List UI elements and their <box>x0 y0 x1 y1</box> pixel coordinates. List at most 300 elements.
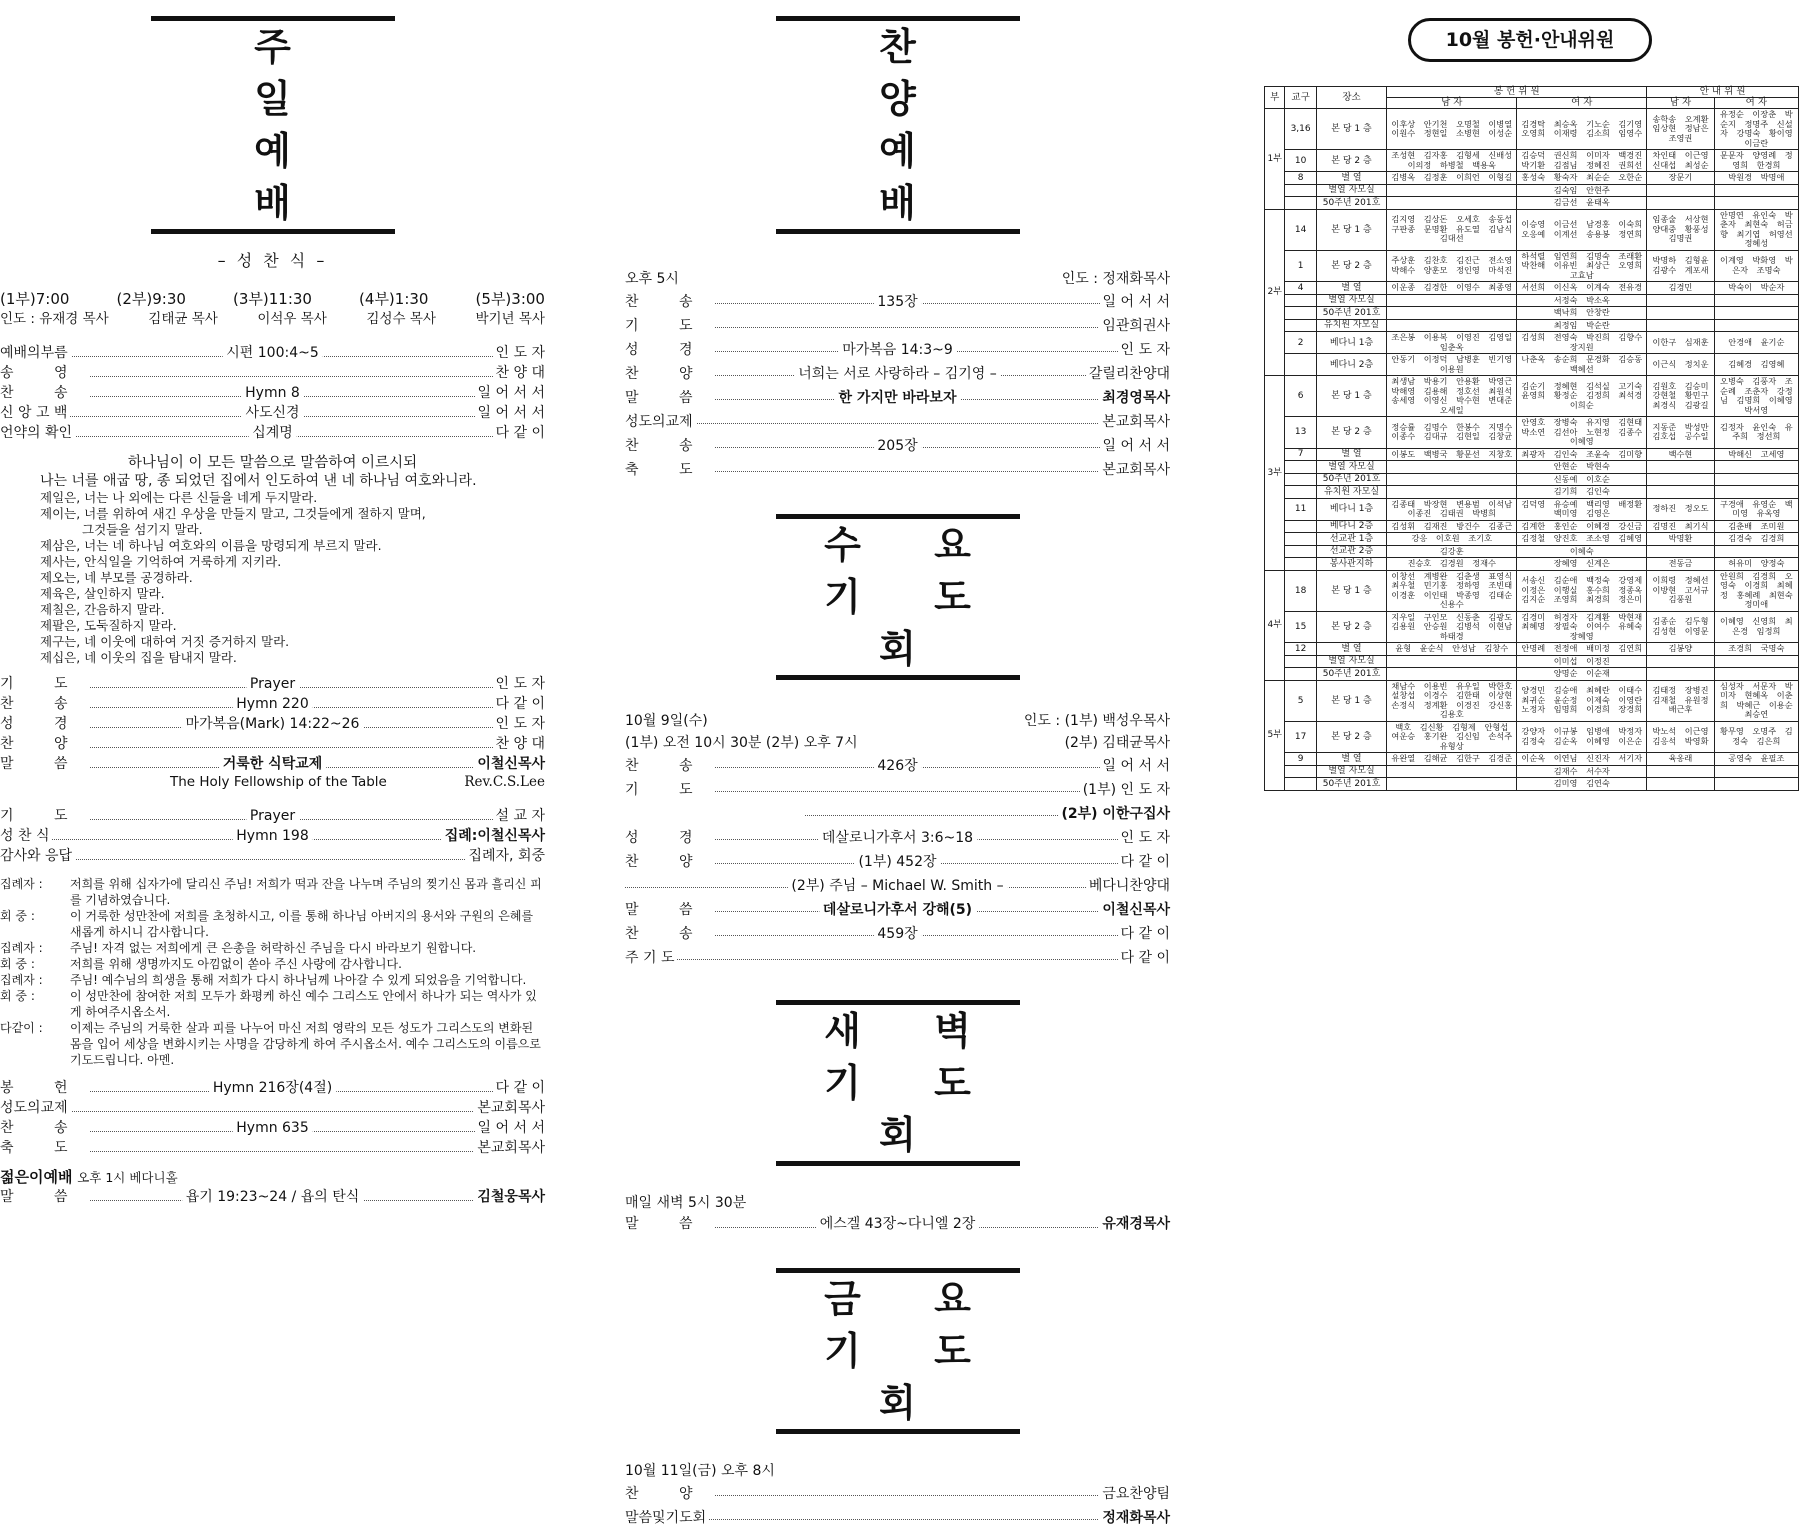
order-label: 찬 양 <box>625 1482 714 1506</box>
names-cell <box>1387 753 1517 766</box>
wednesday-time: (1부) 오전 10시 30분 (2부) 오후 7시 <box>625 735 858 751</box>
gyo-cell: 5 <box>1285 680 1316 721</box>
names-cell <box>1647 319 1714 332</box>
gyo-cell <box>1285 558 1316 571</box>
service-time: (1부)7:00 <box>0 290 70 308</box>
names-cell <box>1387 765 1517 778</box>
place-cell: 별열 자모실 <box>1316 184 1387 197</box>
names-cell <box>1714 448 1798 461</box>
names-cell <box>1387 520 1517 533</box>
gyo-cell: 9 <box>1285 753 1316 766</box>
names-grid: 이봉도 백병국 황문선 지창호 <box>1391 448 1513 459</box>
schedule-row <box>1265 332 1799 354</box>
place-cell: 50주년 201호 <box>1316 197 1387 210</box>
service-leader: 김성수 목사 <box>366 311 436 327</box>
names-grid: 안명례 전정애 배미정 김연희 <box>1521 643 1643 653</box>
dawn-title: 새 벽 기 도 회 <box>824 1009 1001 1157</box>
names-cell <box>1647 778 1714 791</box>
wednesday-order <box>625 754 1170 970</box>
col-offering-female: 여 자 <box>1517 98 1647 109</box>
names-cell <box>1387 655 1517 668</box>
gyo-cell <box>1285 461 1316 474</box>
order-label: 찬 송 <box>0 694 89 714</box>
order-person: 일 어 서 서 <box>475 383 545 403</box>
place-cell: 베다니 1층 <box>1316 498 1387 520</box>
names-grid: 안명연 유인숙 박춘자 최현숙 허금향 최기엽 허영선 정혜성 <box>1720 209 1793 248</box>
wednesday-time-line <box>625 732 1170 754</box>
order-item: (1부) 452장 <box>854 850 940 874</box>
names-grid: 구경애 유영순 백미영 유옥영 <box>1720 498 1793 518</box>
service-times <box>0 289 545 309</box>
names-cell <box>1714 209 1798 250</box>
order-label: 축 도 <box>0 1138 89 1158</box>
names-cell <box>1714 486 1798 499</box>
names-cell <box>1517 448 1647 461</box>
order-person: (2부) 이한구집사 <box>1058 802 1170 826</box>
order-label: 말 씀 <box>625 386 714 410</box>
gyo-cell <box>1285 294 1316 307</box>
service-leader: 김태균 목사 <box>148 311 218 327</box>
litany-text: 저희를 위해 십자가에 달리신 주님! 저희가 떡과 잔을 나누며 주님의 찢기신 몸과 흘리신 피를 기념하였습니다. <box>70 877 542 907</box>
names-grid: 장문기 <box>1668 172 1693 182</box>
order-person: 찬 양 대 <box>493 734 545 754</box>
place-cell: 본 당 1 층 <box>1316 680 1387 721</box>
order-item: 사도신경 <box>241 403 303 423</box>
place-cell: 본 당 1 층 <box>1316 570 1387 611</box>
names-grid: 김종순 김두형 김성현 이영문 <box>1652 616 1709 636</box>
names-grid: 안현순 박현숙 <box>1553 461 1610 471</box>
names-cell <box>1714 150 1798 172</box>
commandment: 제육은, 살인하지 말라. <box>40 586 165 601</box>
order-person: 다 같 이 <box>493 423 545 443</box>
commandment-intro: 하나님이 이 모든 말씀으로 말씀하여 이르시되 <box>127 455 418 471</box>
service-time: (5부)3:00 <box>475 290 545 308</box>
schedule-row <box>1265 778 1799 791</box>
gyo-cell <box>1285 197 1316 210</box>
names-cell <box>1714 570 1798 611</box>
names-grid: 양경민 김승애 최혜란 이태수 최귀순 윤순정 이제숙 이영란 노정자 임명희 이경희 장경희 <box>1521 685 1643 715</box>
names-cell <box>1517 753 1647 766</box>
names-cell <box>1517 109 1647 150</box>
gyo-cell: 13 <box>1285 417 1316 449</box>
names-cell <box>1647 282 1714 295</box>
order-person: 다 같 이 <box>1118 922 1170 946</box>
names-grid: 장혜영 신계은 <box>1553 558 1610 568</box>
order-line <box>0 754 545 774</box>
names-cell <box>1647 765 1714 778</box>
names-grid: 김재수 서수자 <box>1553 765 1610 776</box>
names-cell <box>1387 570 1517 611</box>
schedule-row <box>1265 461 1799 474</box>
names-cell <box>1517 570 1647 611</box>
order-line <box>0 1138 545 1158</box>
praise-order <box>625 290 1170 482</box>
names-grid: 이근식 정치운 <box>1652 358 1709 369</box>
weekday-services-column <box>625 0 1170 1526</box>
order-person: 다 같 이 <box>493 694 545 714</box>
youth-worship-header <box>0 1166 545 1187</box>
order-item: 마가복음 14:3~9 <box>838 338 957 362</box>
names-cell <box>1647 473 1714 486</box>
names-grid: 김성휘 김재진 방건수 김종근 <box>1391 520 1513 531</box>
gyo-cell: 12 <box>1285 643 1316 656</box>
names-cell <box>1647 668 1714 681</box>
names-grid: 이계영 박화영 박은자 조명숙 <box>1720 255 1793 275</box>
order-line <box>625 362 1170 386</box>
names-cell <box>1714 680 1798 721</box>
schedule-row <box>1265 486 1799 499</box>
names-cell <box>1387 197 1517 210</box>
names-grid: 서정숙 박소옥 <box>1553 294 1610 305</box>
names-cell <box>1387 250 1517 282</box>
praise-title: 찬 양 예 배 <box>879 25 960 225</box>
names-grid: 김춘배 조미원 <box>1728 520 1785 531</box>
order-item: 데살로니가후서 3:6~18 <box>818 826 977 850</box>
names-grid: 이미섭 이정진 <box>1553 655 1610 666</box>
names-grid: 황무영 오명주 김정숙 김은희 <box>1720 726 1793 746</box>
youth-sermon-passage: 욥기 19:23~24 / 욥의 탄식 <box>182 1187 364 1207</box>
order-label: 예배의부름 <box>0 343 71 363</box>
names-grid: 홍성숙 황숙자 최순순 오한순 <box>1521 172 1643 182</box>
order-line <box>0 403 545 423</box>
litany-row <box>0 1020 545 1068</box>
place-cell: 별열 자모실 <box>1316 765 1387 778</box>
names-cell <box>1387 486 1517 499</box>
order-line <box>0 1078 545 1098</box>
names-grid: 백낙희 안창란 <box>1553 307 1610 317</box>
names-cell <box>1714 307 1798 320</box>
schedule-row <box>1265 558 1799 571</box>
place-cell: 별 열 <box>1316 172 1387 185</box>
gyo-cell <box>1285 765 1316 778</box>
offering-guide-schedule-table <box>1264 86 1799 791</box>
schedule-row <box>1265 668 1799 681</box>
names-grid: 윤형 윤순식 안성남 김창수 <box>1395 643 1509 653</box>
praise-leader: 인도 : 정재화목사 <box>1061 271 1170 287</box>
schedule-row <box>1265 520 1799 533</box>
order-item: 459장 <box>873 922 921 946</box>
names-cell <box>1387 184 1517 197</box>
order-line <box>625 1482 1170 1506</box>
order-line <box>0 806 545 826</box>
order-label: 성 찬 식 <box>0 826 52 846</box>
place-cell: 본 당 2 층 <box>1316 611 1387 643</box>
schedule-row <box>1265 150 1799 172</box>
wednesday-title: 수 요 기 도 회 <box>824 523 1001 671</box>
order-person: 일 어 서 서 <box>1100 754 1170 778</box>
names-cell <box>1647 558 1714 571</box>
youth-sermon-line <box>0 1187 545 1207</box>
names-cell <box>1647 209 1714 250</box>
names-grid: 최정임 박순란 <box>1553 319 1610 330</box>
gyo-cell: 11 <box>1285 498 1316 520</box>
order-person: 인 도 자 <box>1118 826 1170 850</box>
place-cell: 본 당 1 층 <box>1316 109 1387 150</box>
names-cell <box>1714 558 1798 571</box>
wednesday-title-banner <box>776 514 1020 680</box>
commandment: 제이는, 너를 위하여 새긴 우상을 만들지 말고, 그것들에게 절하지 말며, <box>40 506 426 521</box>
names-cell <box>1387 778 1517 791</box>
litany-row <box>0 956 545 972</box>
names-cell <box>1387 294 1517 307</box>
order-person: 집례:이철신목사 <box>442 826 545 846</box>
friday-time: 10월 11일(금) 오후 8시 <box>625 1463 775 1479</box>
service-leader: 이석우 목사 <box>257 311 327 327</box>
gyo-cell: 18 <box>1285 570 1316 611</box>
col-bu: 부 <box>1265 87 1285 109</box>
order-line <box>0 846 545 866</box>
litany-text: 저희를 위해 생명까지도 아낌없이 쏟아 주신 사랑에 감사합니다. <box>70 957 402 971</box>
names-cell <box>1387 417 1517 449</box>
commandment: 제삼은, 너는 네 하나님 여호와의 이름을 망령되게 부르지 말라. <box>40 538 382 553</box>
schedule-row <box>1265 611 1799 643</box>
dawn-sermon-line <box>625 1214 1170 1238</box>
names-cell <box>1714 520 1798 533</box>
order-line <box>0 363 545 383</box>
col-offering-male: 남 자 <box>1387 98 1517 109</box>
names-cell <box>1517 417 1647 449</box>
names-cell <box>1387 307 1517 320</box>
schedule-row <box>1265 753 1799 766</box>
order-person: 본교회목사 <box>474 1138 545 1158</box>
sermon-english-line <box>0 774 545 794</box>
names-cell <box>1517 282 1647 295</box>
names-grid: 유정순 이장춘 박순지 정명주 신설자 강명숙 황이영 이금란 <box>1720 109 1793 148</box>
names-cell <box>1647 461 1714 474</box>
names-cell <box>1517 307 1647 320</box>
names-grid: 송학송 오계환 임상현 정남은 조영권 <box>1652 113 1709 143</box>
friday-title: 금 요 기 도 회 <box>824 1277 1001 1425</box>
names-grid: 이혜숙 <box>1569 545 1594 556</box>
names-cell <box>1517 545 1647 558</box>
litany-row <box>0 940 545 956</box>
names-cell <box>1517 498 1647 520</box>
names-grid: 박원경 박명애 <box>1728 172 1785 182</box>
commandment-intro2: 나는 너를 애굽 땅, 종 되었던 집에서 인도하여 낸 네 하나님 여호와니라. <box>40 473 477 489</box>
schedule-row <box>1265 643 1799 656</box>
names-cell <box>1647 172 1714 185</box>
names-grid: 공영숙 윤필조 <box>1728 753 1785 763</box>
place-cell: 별 열 <box>1316 448 1387 461</box>
order-person: 다 같 이 <box>493 1078 545 1098</box>
schedule-row <box>1265 545 1799 558</box>
order-item: Hymn 8 <box>241 383 304 403</box>
names-grid: 김종태 박장현 변용범 이석남 이종진 김태권 박병희 <box>1391 498 1513 518</box>
names-grid: 김정철 양진호 조소영 김혜영 <box>1521 533 1643 543</box>
names-grid: 채남수 이용빈 유우일 박한호 설창섭 이경수 김한태 이상현 손정식 정계환 이경진 강신홍 김용호 <box>1391 680 1513 719</box>
names-cell <box>1714 282 1798 295</box>
schedule-row <box>1265 282 1799 295</box>
order-line <box>0 1098 545 1118</box>
order-label: 성 경 <box>625 826 714 850</box>
order-person: 본교회목사 <box>1099 410 1170 434</box>
names-cell <box>1517 680 1647 721</box>
schedule-row <box>1265 109 1799 150</box>
order-item: 십계명 <box>248 423 297 443</box>
gyo-cell: 14 <box>1285 209 1316 250</box>
order-label: 찬 양 <box>625 362 714 386</box>
commandment: 제팔은, 도둑질하지 말라. <box>40 618 177 633</box>
names-grid: 김명진 최기식 <box>1652 520 1709 531</box>
names-grid: 최광자 김인숙 조윤숙 김미향 <box>1521 448 1643 459</box>
names-cell <box>1387 150 1517 172</box>
names-grid: 이승영 이금선 남경홍 이숙희 오응예 이계선 송용봉 정연희 <box>1521 219 1643 239</box>
order-person: 인 도 자 <box>493 674 545 694</box>
place-cell: 유치원 자모실 <box>1316 486 1387 499</box>
place-cell: 별열 자모실 <box>1316 294 1387 307</box>
part-cell: 1부 <box>1265 109 1285 210</box>
service-leader: 박기년 목사 <box>475 311 545 327</box>
part-cell: 4부 <box>1265 570 1285 680</box>
order-line <box>625 922 1170 946</box>
names-cell <box>1647 294 1714 307</box>
names-cell <box>1647 721 1714 753</box>
litany-text: 이 성만찬에 참여한 저희 모두가 화평케 하신 예수 그리스도 안에서 하나가 되는 역사가 있게 하여주시옵소서. <box>70 989 537 1019</box>
place-cell: 별 열 <box>1316 753 1387 766</box>
order-item: Hymn 216장(4절) <box>209 1078 336 1098</box>
names-cell <box>1517 354 1647 376</box>
names-grid: 김미영 김연숙 <box>1553 778 1610 788</box>
names-grid: 차인태 이근영 신대섭 최성순 <box>1652 150 1709 170</box>
youth-sermon-preacher: 김철웅목사 <box>474 1187 545 1207</box>
names-cell <box>1517 473 1647 486</box>
order-label: 말 씀 <box>0 754 89 774</box>
names-grid: 유완열 김해균 김한구 김경준 <box>1391 753 1513 763</box>
names-grid: 신동예 이호순 <box>1553 473 1610 484</box>
names-grid: 이운종 김경한 이영수 최종영 <box>1391 282 1513 292</box>
order-label: 봉 헌 <box>0 1078 89 1098</box>
gyo-cell <box>1285 668 1316 681</box>
order-line <box>625 874 1170 898</box>
youth-sermon-label: 말 씀 <box>0 1187 89 1207</box>
names-grid: 안경애 윤기순 <box>1728 336 1785 347</box>
names-grid: 김덕영 유승예 백리영 배정환 백미영 김영은 <box>1521 498 1643 518</box>
col-guide: 안 내 위 원 <box>1647 87 1799 98</box>
commandment: 그것들을 섬기지 말라. <box>82 522 203 537</box>
names-grid: 이순옥 이연님 신진자 서기자 <box>1521 753 1643 763</box>
names-grid: 임종술 서상현 양대중 황풍성 김명권 <box>1652 214 1709 244</box>
names-cell <box>1517 533 1647 546</box>
schedule-row <box>1265 417 1799 449</box>
names-grid: 허유미 양정숙 <box>1728 558 1785 568</box>
names-cell <box>1647 417 1714 449</box>
order-label: 찬 양 <box>0 734 89 754</box>
order-person: 본교회목사 <box>474 1098 545 1118</box>
schedule-row <box>1265 655 1799 668</box>
names-cell <box>1714 354 1798 376</box>
names-cell <box>1714 545 1798 558</box>
place-cell: 별열 자모실 <box>1316 655 1387 668</box>
col-offering: 봉 헌 위 원 <box>1387 87 1647 98</box>
litany-row <box>0 908 545 940</box>
youth-worship-info: 오후 1시 베다니홀 <box>77 1170 178 1185</box>
litany-speaker: 집례자 : <box>0 973 43 987</box>
commandment: 제구는, 네 이웃에 대하여 거짓 증거하지 말라. <box>40 634 290 649</box>
gyo-cell <box>1285 520 1316 533</box>
names-cell <box>1517 376 1647 417</box>
names-cell <box>1517 765 1647 778</box>
order-person: 다 같 이 <box>1118 850 1170 874</box>
names-cell <box>1714 533 1798 546</box>
place-cell: 본 당 2 층 <box>1316 417 1387 449</box>
names-cell <box>1517 150 1647 172</box>
litany-row <box>0 876 545 908</box>
names-cell <box>1517 721 1647 753</box>
order-line <box>625 778 1170 802</box>
gyo-cell: 3,16 <box>1285 109 1316 150</box>
names-grid: 김기희 김인숙 <box>1553 486 1610 496</box>
place-cell: 선교관 1층 <box>1316 533 1387 546</box>
names-grid: 최생남 박용기 안용환 박영근 박해영 김용해 정호선 최원석 송세영 이영신 박수현 변대준 오세일 <box>1391 376 1513 415</box>
gyo-cell <box>1285 655 1316 668</box>
order-person: 최경영목사 <box>1099 386 1170 410</box>
names-grid: 김태정 장병진 김재철 유원정 배근후 <box>1652 685 1709 715</box>
names-grid: 조성현 김자홍 김형세 신배성 이의정 하병철 백용욱 <box>1391 150 1513 170</box>
names-grid: 서선희 이신옥 이계숙 전유경 <box>1521 282 1643 292</box>
names-grid: 박명하 김형윤 김광수 계포새 <box>1652 255 1709 275</box>
names-grid: 김순기 정혜현 김석실 고기숙 윤영희 황정순 김정희 최석경 이희순 <box>1521 380 1643 410</box>
names-cell <box>1387 109 1517 150</box>
order-person: 이철신목사 <box>1099 898 1170 922</box>
names-cell <box>1714 473 1798 486</box>
names-cell <box>1714 197 1798 210</box>
names-grid: 김병옥 김정훈 이희언 이형길 <box>1391 172 1513 182</box>
names-grid: 나춘옥 송순희 문경화 김승동 백혜선 <box>1521 354 1643 374</box>
wednesday-date-line <box>625 710 1170 732</box>
names-cell <box>1387 209 1517 250</box>
names-grid: 육옹래 <box>1668 753 1693 763</box>
place-cell: 별열 자모실 <box>1316 461 1387 474</box>
order-item: (2부) 주님 – Michael W. Smith – <box>787 874 1007 898</box>
order-line <box>625 290 1170 314</box>
names-grid: 조은봉 이용복 이영진 김영일 임춘옥 <box>1391 332 1513 352</box>
names-grid: 안동기 이정덕 남병훈 빈기영 이용원 <box>1391 354 1513 374</box>
order-item: 한 가지만 바라보자 <box>835 386 961 410</box>
order-person: 일 어 서 서 <box>1100 434 1170 458</box>
names-cell <box>1387 332 1517 354</box>
order-label: 성 경 <box>0 714 89 734</box>
litany-row <box>0 972 545 988</box>
names-cell <box>1714 668 1798 681</box>
names-cell <box>1714 172 1798 185</box>
names-cell <box>1647 680 1714 721</box>
litany-speaker: 다같이 : <box>0 1021 43 1035</box>
gyo-cell: 6 <box>1285 376 1316 417</box>
order-person: 인 도 자 <box>493 714 545 734</box>
gyo-cell: 7 <box>1285 448 1316 461</box>
dawn-sermon-passage: 에스겔 43장~다니엘 2장 <box>816 1214 980 1234</box>
names-cell <box>1387 545 1517 558</box>
names-cell <box>1517 520 1647 533</box>
names-grid: 진승호 김경원 정재수 <box>1407 558 1496 568</box>
names-cell <box>1714 461 1798 474</box>
dawn-time: 매일 새벽 5시 30분 <box>625 1195 747 1211</box>
order-item: 205장 <box>873 434 921 458</box>
names-cell <box>1517 778 1647 791</box>
names-grid: 지동준 박성만 김호섭 공수일 <box>1652 421 1709 442</box>
praise-header-line <box>625 268 1170 290</box>
gyo-cell <box>1285 486 1316 499</box>
names-grid: 박숙이 박순자 <box>1728 282 1785 292</box>
names-cell <box>1714 778 1798 791</box>
names-cell <box>1647 570 1714 611</box>
part-cell: 2부 <box>1265 209 1285 376</box>
place-cell: 본 당 2 층 <box>1316 250 1387 282</box>
gyo-cell: 15 <box>1285 611 1316 643</box>
names-grid: 박명환 <box>1668 533 1693 543</box>
names-cell <box>1517 184 1647 197</box>
order-label: 찬 송 <box>0 383 89 403</box>
